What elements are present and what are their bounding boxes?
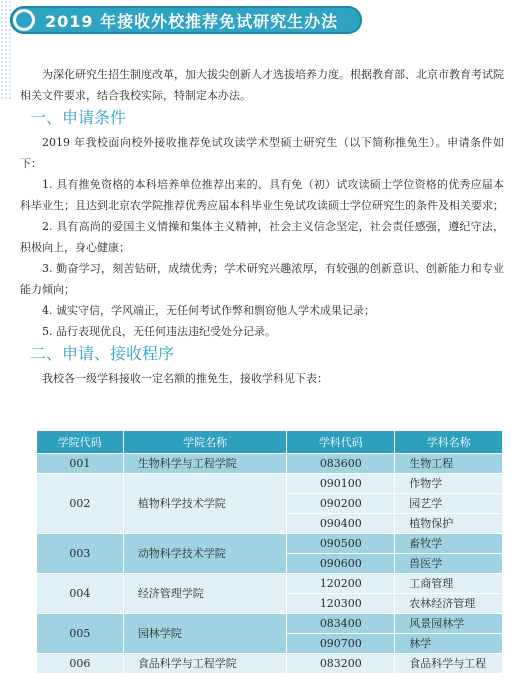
subject-code-cell: 090100	[287, 473, 395, 493]
column-header: 学院名称	[123, 431, 287, 453]
table-row	[37, 573, 503, 593]
table-row	[37, 453, 503, 473]
college-name-cell: 植物科学技术学院	[123, 473, 287, 533]
document-body	[20, 64, 504, 389]
subject-name-cell: 食品科学与工程	[395, 653, 503, 673]
subject-name-cell: 工商管理	[395, 573, 503, 593]
college-name-cell: 经济管理学院	[123, 573, 287, 613]
subject-name-cell: 林学	[395, 633, 503, 653]
subject-code-cell: 090200	[287, 493, 395, 513]
page-title: 2019 年接收外校推荐免试研究生办法	[45, 11, 339, 31]
condition-item: 1. 具有推免资格的本科培养单位推荐出来的、具有免（初）试攻读硕士学位资格的优秀应届本科毕业生；且达到北京农学院推荐优秀应届本科毕业生免试攻读硕士学位研究生的条件及相关要求；	[20, 178, 504, 212]
intro-paragraph: 为深化研究生招生制度改革，加大拔尖创新人才选拔培养力度。根据教育部、北京市教育考试院相关文件要求，结合我校实际，特制定本办法。	[20, 68, 504, 102]
table-row	[37, 473, 503, 493]
table-row	[37, 653, 503, 673]
subject-code-cell: 083200	[287, 653, 395, 673]
subject-name-cell: 兽医学	[395, 553, 503, 573]
subject-code-cell: 090500	[287, 533, 395, 553]
procedure-lead: 我校各一级学科接收一定名额的推免生，接收学科见下表：	[42, 372, 328, 385]
condition-item: 5. 品行表现优良，无任何违法违纪受处分记录。	[42, 325, 276, 338]
table-body	[37, 453, 503, 673]
college-name-cell: 生物科学与工程学院	[123, 453, 287, 473]
subject-name-cell: 生物工程	[395, 453, 503, 473]
condition-item: 3. 勤奋学习，刻苦钻研，成绩优秀；学术研究兴趣浓厚，有较强的创新意识、创新能力和专业能力倾向；	[20, 262, 504, 296]
subject-code-cell: 083400	[287, 613, 395, 633]
table-row	[37, 533, 503, 553]
condition-item: 4. 诚实守信，学风端正，无任何考试作弊和剽窃他人学术成果记录；	[42, 304, 375, 317]
subject-name-cell: 园艺学	[395, 493, 503, 513]
college-code-cell: 004	[37, 573, 124, 613]
college-code-cell: 003	[37, 533, 124, 573]
condition-item: 2. 具有高尚的爱国主义情操和集体主义精神，社会主义信念坚定，社会责任感强，遵纪守法，积极向上，身心健康；	[20, 220, 504, 254]
college-name-cell: 动物科学技术学院	[123, 533, 287, 573]
section-heading-conditions: 一、申请条件	[30, 108, 127, 127]
column-header: 学科代码	[287, 431, 395, 453]
college-code-cell: 006	[37, 653, 124, 673]
subject-name-cell: 风景园林学	[395, 613, 503, 633]
college-name-cell: 园林学院	[123, 613, 287, 653]
college-code-cell: 002	[37, 473, 124, 533]
subject-name-cell: 农林经济管理	[395, 593, 503, 613]
table-row	[37, 613, 503, 633]
conditions-lead: 2019 年我校面向校外接收推荐免试攻读学术型硕士研究生（以下简称推免生）。申请条件如下：	[20, 136, 504, 170]
subject-name-cell: 植物保护	[395, 513, 503, 533]
subject-code-cell: 090700	[287, 633, 395, 653]
column-header: 学科名称	[395, 431, 503, 453]
title-banner	[10, 6, 362, 34]
section-heading-procedure: 二、申请、接收程序	[30, 344, 175, 363]
subject-code-cell: 120300	[287, 593, 395, 613]
subject-code-cell: 090400	[287, 513, 395, 533]
subject-code-cell: 083600	[287, 453, 395, 473]
college-code-cell: 005	[37, 613, 124, 653]
subjects-table	[36, 431, 503, 674]
subject-name-cell: 畜牧学	[395, 533, 503, 553]
college-code-cell: 001	[37, 453, 124, 473]
college-name-cell: 食品科学与工程学院	[123, 653, 287, 673]
column-header: 学院代码	[37, 431, 124, 453]
subject-code-cell: 090600	[287, 553, 395, 573]
circle-icon	[13, 9, 35, 31]
subject-code-cell: 120200	[287, 573, 395, 593]
table-header-row	[37, 431, 503, 453]
subject-name-cell: 作物学	[395, 473, 503, 493]
